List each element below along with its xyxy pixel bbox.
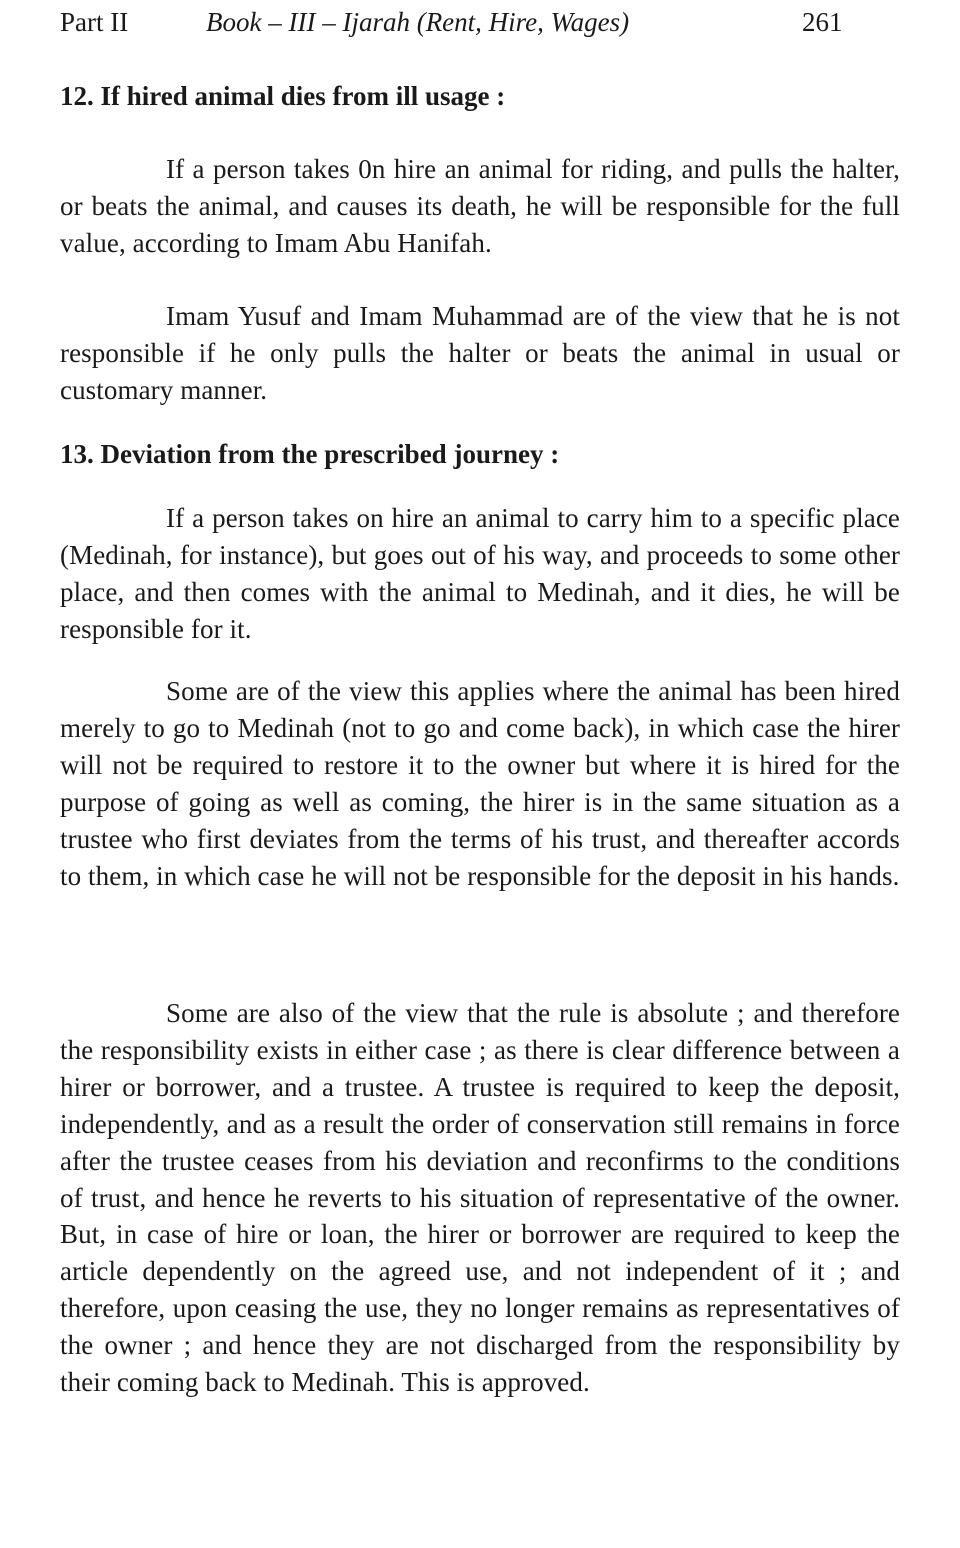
part-label: Part II xyxy=(60,7,129,37)
section-12-paragraph-1: If a person takes 0n hire an animal for riding, and pulls the halter, or beats the animal, and causes its death, he will be responsible for the full value, according to Imam Abu Hanifah. xyxy=(60,154,900,258)
book-title: Book – III – Ijarah (Rent, Hire, Wages) xyxy=(206,7,630,37)
section-12-paragraph-2: Imam Yusuf and Imam Muhammad are of the view that he is not responsible if he only pulls the halter or beats the animal in usual or customary manner. xyxy=(60,301,900,405)
section-13-paragraph-1: If a person takes on hire an animal to carry him to a specific place (Medinah, for instance), but goes out of his way, and proceeds to some other place, and then comes with the animal to Medinah, and it dies, he will be responsible for it. xyxy=(60,503,900,644)
section-12-heading: 12. If hired animal dies from ill usage : xyxy=(60,81,506,111)
section-13-paragraph-3: Some are also of the view that the rule is absolute ; and therefore the responsibility exists in either case ; as there is clear difference between a hirer or borrower, and a trustee. A trustee is required to keep the deposit, independently, and as a result the order of conservation still remains in force after the trustee ceases from his deviation and reconfirms to the conditions of trust, and hence he reverts to his situation of representative of the owner. But, in case of hire or loan, the hirer or borrower are required to keep the article dependently on the agreed use, and not independent of it ; and therefore, upon ceasing the use, they no longer remains as representatives of the owner ; and hence they are not discharged from the responsibility by their coming back to Medinah. This is approved. xyxy=(60,998,900,1398)
running-header xyxy=(60,4,900,44)
section-13-heading: 13. Deviation from the prescribed journey : xyxy=(60,439,560,469)
section-13-paragraph-2: Some are of the view this applies where the animal has been hired merely to go to Medinah (not to go and come back), in which case the hirer will not be required to restore it to the owner but where it is hired for the purpose of going as well as coming, the hirer is in the same situation as a trustee who first deviates from the terms of his trust, and thereafter accords to them, in which case he will not be responsible for the deposit in his hands. xyxy=(60,676,900,891)
page-number: 261 xyxy=(802,7,843,37)
